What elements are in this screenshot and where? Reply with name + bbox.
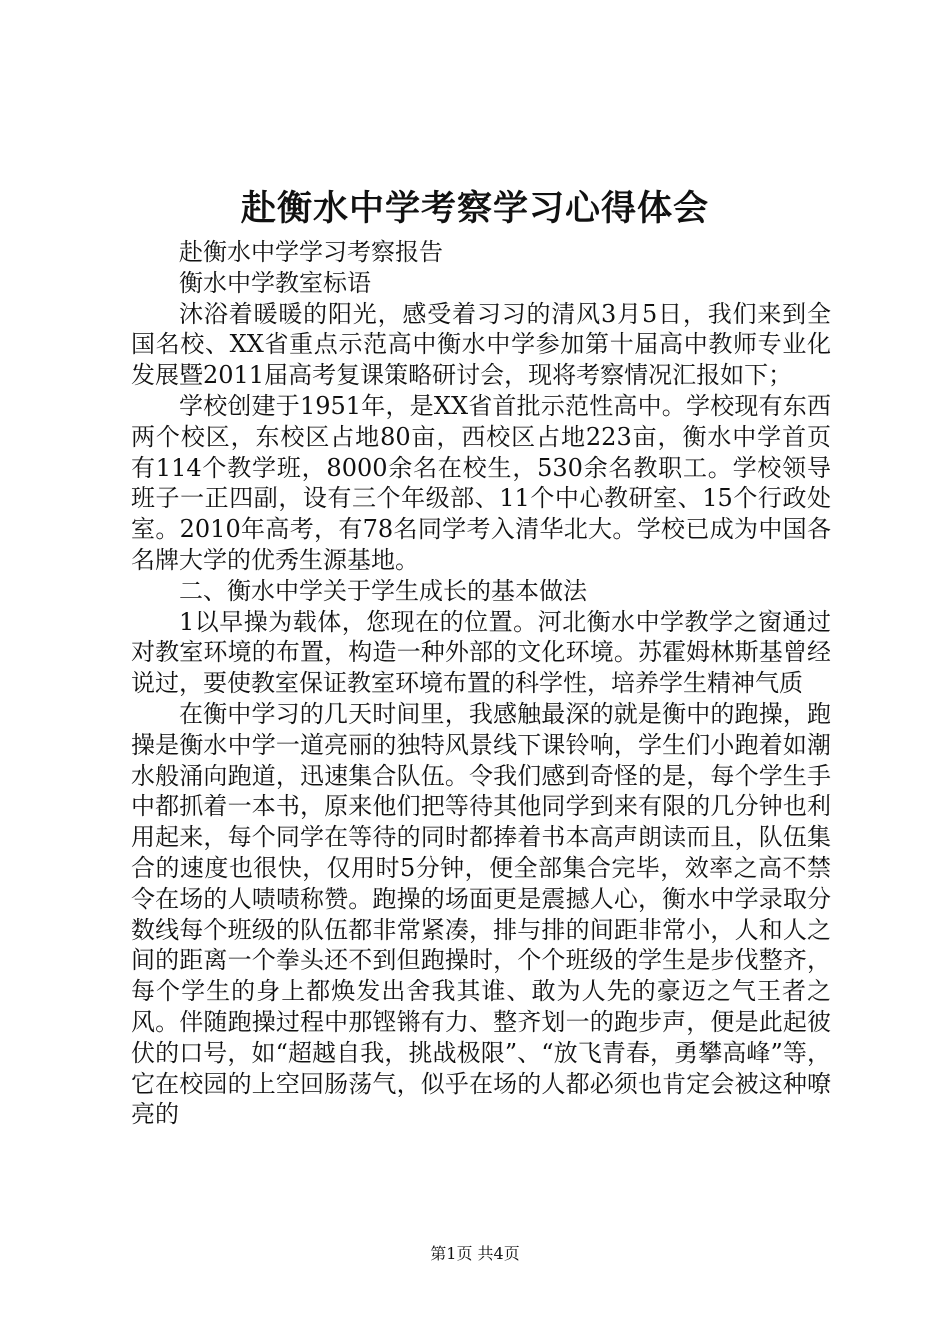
paragraph-subtitle-report: 赴衡水中学学习考察报告 (179, 238, 443, 266)
section-heading-practices: 二、衡水中学关于学生成长的基本做法 (179, 576, 587, 605)
paragraph-running-exercise: 在衡中学习的几天时间里，我感触最深的就是衡中的跑操，跑操是衡水中学一道亮丽的独特风景线下课铃响，学生们小跑着如潮水般涌向跑道，迅速集合队伍。令我们感到奇怪的是，每个学生手中都抓着一本书，原来他们把等待其他同学到来有限的几分钟也利用起来，每个同学在等待的同时都捧着书本高声朗读而且，队伍集合的速度也很快，仅用时5分钟，便全部集合完毕，效率之高不禁令在场的人啧啧称赞。跑操的场面更是震撼人心，衡水中学录取分数线每个班级的队伍都非常紧凑，排与排的间距非常小，人和人之间的距离一个拳头还不到但跑操时，个个班级的学生是步伐整齐，每个学生的身上都焕发出舍我其谁、敢为人先的豪迈之气王者之风。伴随跑操过程中那铿锵有力、整齐划一的跑步声，便是此起彼伏的口号，如“超越自我，挑战极限”、“放飞青春，勇攀高峰”等，它在校园的上空回肠荡气，似乎在场的人都必须也肯定会被这种嘹亮的 (131, 699, 831, 1129)
document-body (131, 237, 831, 1130)
paragraph-classroom-environment: 1以早操为载体，您现在的位置。河北衡水中学教学之窗通过对教室环境的布置，构造一种外部的文化环境。苏霍姆林斯基曾经说过，要使教室保证教室环境布置的科学性，培养学生精神气质 (131, 607, 831, 698)
paragraph-subtitle-slogan: 衡水中学教室标语 (179, 268, 371, 297)
paragraph-intro: 沐浴着暖暖的阳光，感受着习习的清风3月5日，我们来到全国名校、XX省重点示范高中衡水中学参加第十届高中教师专业化发展暨2011届高考复课策略研讨会，现将考察情况汇报如下； (131, 299, 831, 390)
paragraph-school-overview: 学校创建于1951年，是XX省首批示范性高中。学校现有东西两个校区，东校区占地80亩，西校区占地223亩，衡水中学首页有114个教学班，8000余名在校生，530余名教职工。学校领导班子一正四副，设有三个年级部、11个中心教研室、15个行政处室。2010年高考，有78名同学考入清华北大。学校已成为中国各名牌大学的优秀生源基地。 (131, 391, 831, 574)
page-number-footer: 第1页 共4页 (430, 1244, 520, 1263)
document-title: 赴衡水中学考察学习心得体会 (240, 188, 709, 229)
